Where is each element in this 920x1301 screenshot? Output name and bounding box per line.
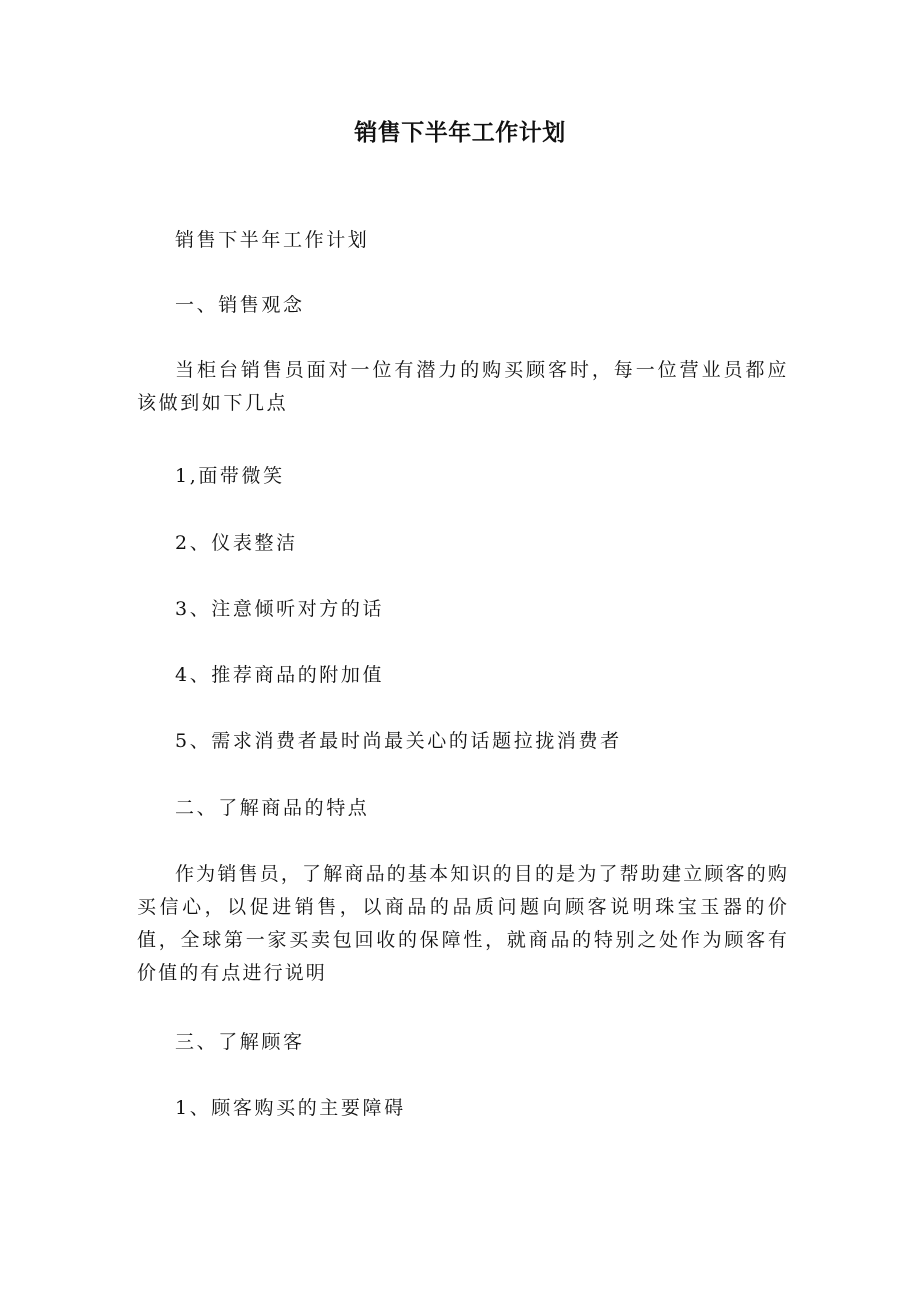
list-item-listen: 3、注意倾听对方的话	[175, 598, 385, 620]
list-item-trending-topics: 5、需求消费者最时尚最关心的话题拉拢消费者	[175, 730, 622, 752]
list-item-neat-appearance: 2、仪表整洁	[175, 532, 298, 554]
list-item-purchase-obstacles: 1、顾客购买的主要障碍	[175, 1097, 406, 1119]
section-heading-know-customer: 三、了解顾客	[175, 1031, 305, 1053]
paragraph-product-knowledge: 作为销售员，了解商品的基本知识的目的是为了帮助建立顾客的购买信心，以促进销售，以商品的品质问题向顾客说明珠宝玉器的价值，全球第一家买卖包回收的保障性，就商品的特别之处作为顾客有价值的有点进行说明	[137, 863, 789, 984]
paragraph-sales-concept-intro: 当柜台销售员面对一位有潜力的购买顾客时，每一位营业员都应该做到如下几点	[137, 359, 789, 414]
document-title: 销售下半年工作计划	[354, 120, 566, 146]
section-heading-sales-concept: 一、销售观念	[175, 294, 305, 316]
list-item-added-value: 4、推荐商品的附加值	[175, 664, 385, 686]
list-item-smile: 1,面带微笑	[175, 465, 285, 487]
section-heading-product-features: 二、了解商品的特点	[175, 797, 370, 819]
paragraph-subtitle: 销售下半年工作计划	[175, 229, 370, 251]
